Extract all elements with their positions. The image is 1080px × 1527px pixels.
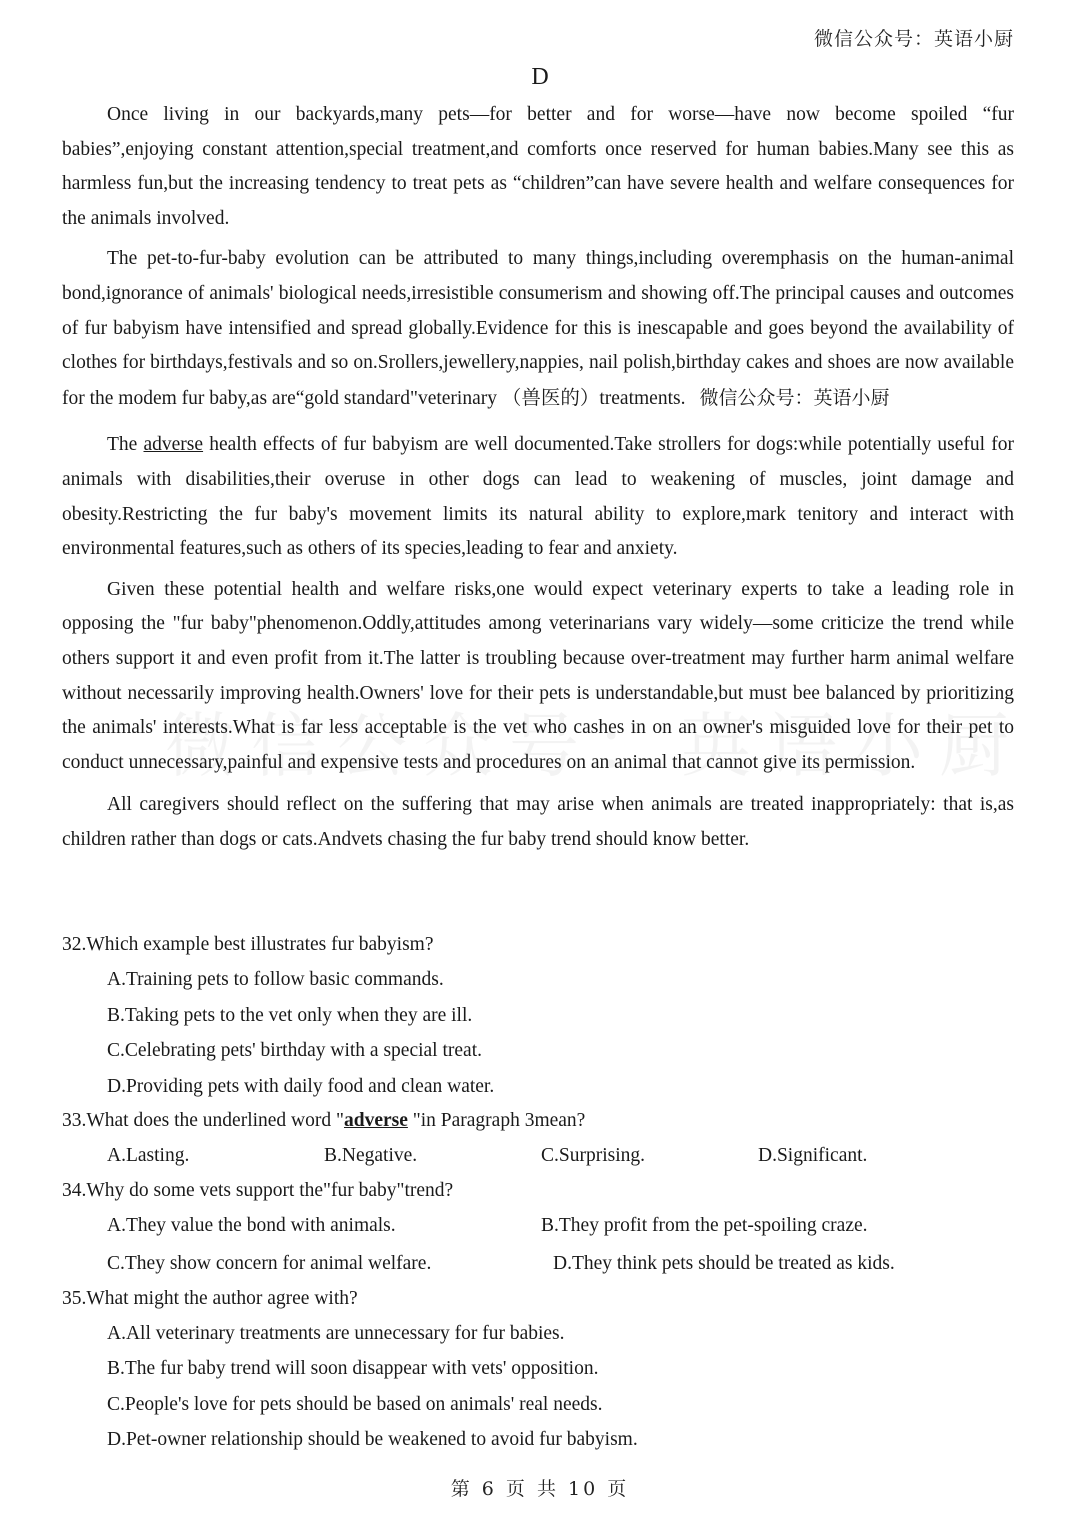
questions-section	[62, 928, 1014, 1458]
question-32-option-c: C.Celebrating pets' birthday with a special treat.	[107, 1040, 482, 1061]
question-34-option-d: D.They think pets should be treated as kids.	[553, 1253, 895, 1274]
reading-passage	[62, 98, 1014, 863]
question-33-options	[62, 1138, 1014, 1174]
question-33-option-b: B.Negative.	[324, 1145, 418, 1166]
passage-paragraph-3	[62, 428, 1014, 566]
question-33-option-a: A.Lasting.	[107, 1145, 190, 1166]
question-35-option-a: A.All veterinary treatments are unnecessary for fur babies.	[107, 1322, 565, 1344]
question-33-stem-after: "in Paragraph 3mean?	[407, 1110, 586, 1131]
page-number-footer: 第 6 页 共 10 页	[450, 1478, 630, 1500]
question-33	[62, 1104, 1014, 1174]
question-34	[62, 1174, 1014, 1282]
passage-paragraph-3-rest: health effects of fur babyism are well documented.Take strollers for dogs:while potentially useful for animals with disabilities,their overuse in other dogs can lead to weakening of muscles, joint damage and obesity.Restricting the fur baby's movement limits its natural ability to explore,mark tenitory and interact with environmental features,such as others of its species,leading to fear and anxiety.	[62, 434, 1014, 560]
passage-paragraph-4: Given these potential health and welfare risks,one would expect veterinary experts to take a leading role in opposing the "fur baby"phenomenon.Oddly,attitudes among veterinarians vary widely—some criticize the trend while others support it and even profit from it.The latter is troubling because over-treatment may further harm animal welfare without necessarily improving health.Owners' love for their pets is understandable,but must bee balanced by prioritizing the animals' interests.What is far less acceptable is the vet who cashes in on an owner's misguided love for their pet to conduct unnecessary,painful and expensive tests and procedures on an animal that cannot give its permission.	[62, 578, 1014, 773]
question-34-options-row-1	[62, 1208, 1014, 1244]
section-letter: D	[531, 64, 549, 90]
question-34-stem: 34.Why do some vets support the"fur baby"trend?	[62, 1179, 454, 1201]
question-32-option-a: A.Training pets to follow basic commands.	[107, 969, 444, 990]
question-35-option-d: D.Pet-owner relationship should be weakened to avoid fur babyism.	[107, 1429, 638, 1450]
question-34-options-row-2	[62, 1246, 1014, 1282]
inline-wechat-label: 微信公众号：英语小厨	[699, 386, 890, 409]
question-35-option-b: B.The fur baby trend will soon disappear with vets' opposition.	[107, 1358, 599, 1379]
question-34-option-c: C.They show concern for animal welfare.	[107, 1253, 432, 1274]
question-32-stem: 32.Which example best illustrates fur babyism?	[62, 934, 434, 955]
underlined-word-adverse: adverse	[143, 434, 204, 456]
passage-paragraph-2-text: The pet-to-fur-baby evolution can be attributed to many things,including overemphasis on the human-animal bond,ignorance of animals' biological needs,irresistible consumerism and showing off.The principal causes and outcomes of fur babyism have intensified and spread globally.Evidence for this is inescapable and goes beyond the availability of clothes for birthdays,festivals and so on.Srollers,jewellery,nappies, nail polish,birthday cakes and shoes are now available for the modem fur baby,as are“gold standard"veterinary （兽医的）treatments.	[62, 248, 1014, 409]
passage-paragraph-1: Once living in our backyards,many pets—for better and for worse—have now become spoiled “fur babies”,enjoying constant attention,special treatment,and comforts once reserved for human babies.Many see this as harmless fun,but the increasing tendency to treat pets as “children”can have severe health and welfare consequences for the animals involved.	[62, 104, 1014, 229]
question-34-option-a: A.They value the bond with animals.	[107, 1214, 396, 1236]
question-33-underlined-word: adverse	[343, 1110, 408, 1131]
question-33-stem	[62, 1104, 1014, 1138]
passage-paragraph-5: All caregivers should reflect on the suffering that may arise when animals are treated inappropriately: that is,as children rather than dogs or cats.Andvets chasing the fur baby trend should know better.	[62, 794, 1014, 850]
question-33-stem-before: 33.What does the underlined word "	[62, 1110, 344, 1131]
question-34-option-b: B.They profit from the pet-spoiling craze.	[541, 1214, 868, 1236]
question-33-option-d: D.Significant.	[758, 1145, 868, 1166]
passage-paragraph-2	[62, 242, 1014, 416]
passage-paragraph-3-start: The	[107, 434, 144, 456]
question-35-option-c: C.People's love for pets should be based on animals' real needs.	[107, 1393, 603, 1415]
question-32-option-d: D.Providing pets with daily food and clean water.	[107, 1075, 495, 1097]
question-35	[62, 1282, 1014, 1458]
question-32	[62, 928, 1014, 1104]
question-33-option-c: C.Surprising.	[541, 1145, 646, 1166]
question-32-option-b: B.Taking pets to the vet only when they are ill.	[107, 1004, 473, 1026]
header-wechat-label: 微信公众号：英语小厨	[813, 28, 1014, 50]
question-35-stem: 35.What might the author agree with?	[62, 1287, 358, 1309]
